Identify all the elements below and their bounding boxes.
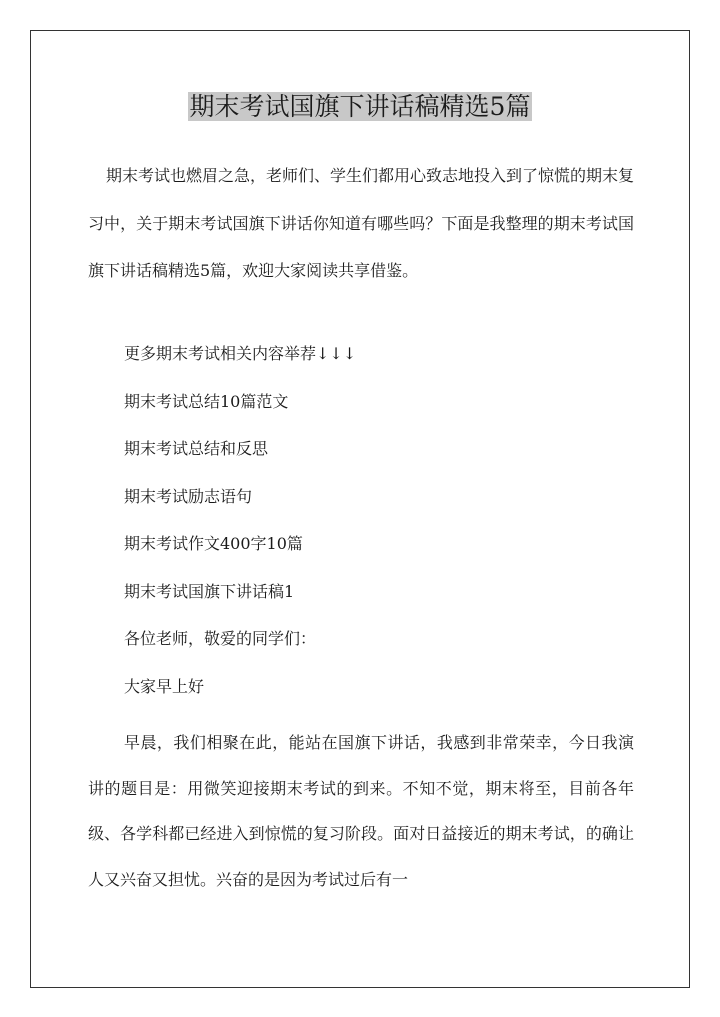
- related-link-essay[interactable]: 期末考试作文400字10篇: [124, 534, 303, 553]
- related-link-reflection[interactable]: 期末考试总结和反思: [124, 439, 269, 458]
- related-content-header: 更多期末考试相关内容举荐↓↓↓: [124, 344, 357, 363]
- intro-paragraph: 期末考试也燃眉之急，老师们、学生们都用心致志地投入到了惊慌的期末复习中，关于期末考试国旗下讲话你知道有哪些吗？下面是我整理的期末考试国旗下讲话稿精选5篇，欢迎大家阅读共享借鉴。: [88, 166, 635, 280]
- document-title-text: 期末考试国旗下讲话稿精选5篇: [189, 92, 531, 121]
- speech-body-paragraph: 早晨，我们相聚在此，能站在国旗下讲话，我感到非常荣幸，今日我演讲的题目是：用微笑迎接期末考试的到来。不知不觉，期末将至，目前各年级、各学科都已经进入到惊慌的复习阶段。面对日益接近的期末考试，的确让人又兴奋又担忧。兴奋的是因为考试过后有一: [88, 733, 634, 889]
- document-title: [0, 88, 720, 126]
- related-link-summary[interactable]: 期末考试总结10篇范文: [124, 392, 289, 411]
- related-link-quotes[interactable]: 期末考试励志语句: [124, 487, 253, 506]
- speech-salutation: 各位老师，敬爱的同学们：: [124, 629, 317, 648]
- speech-greeting: 大家早上好: [124, 677, 205, 696]
- section-heading-speech-1: 期末考试国旗下讲话稿1: [124, 582, 295, 601]
